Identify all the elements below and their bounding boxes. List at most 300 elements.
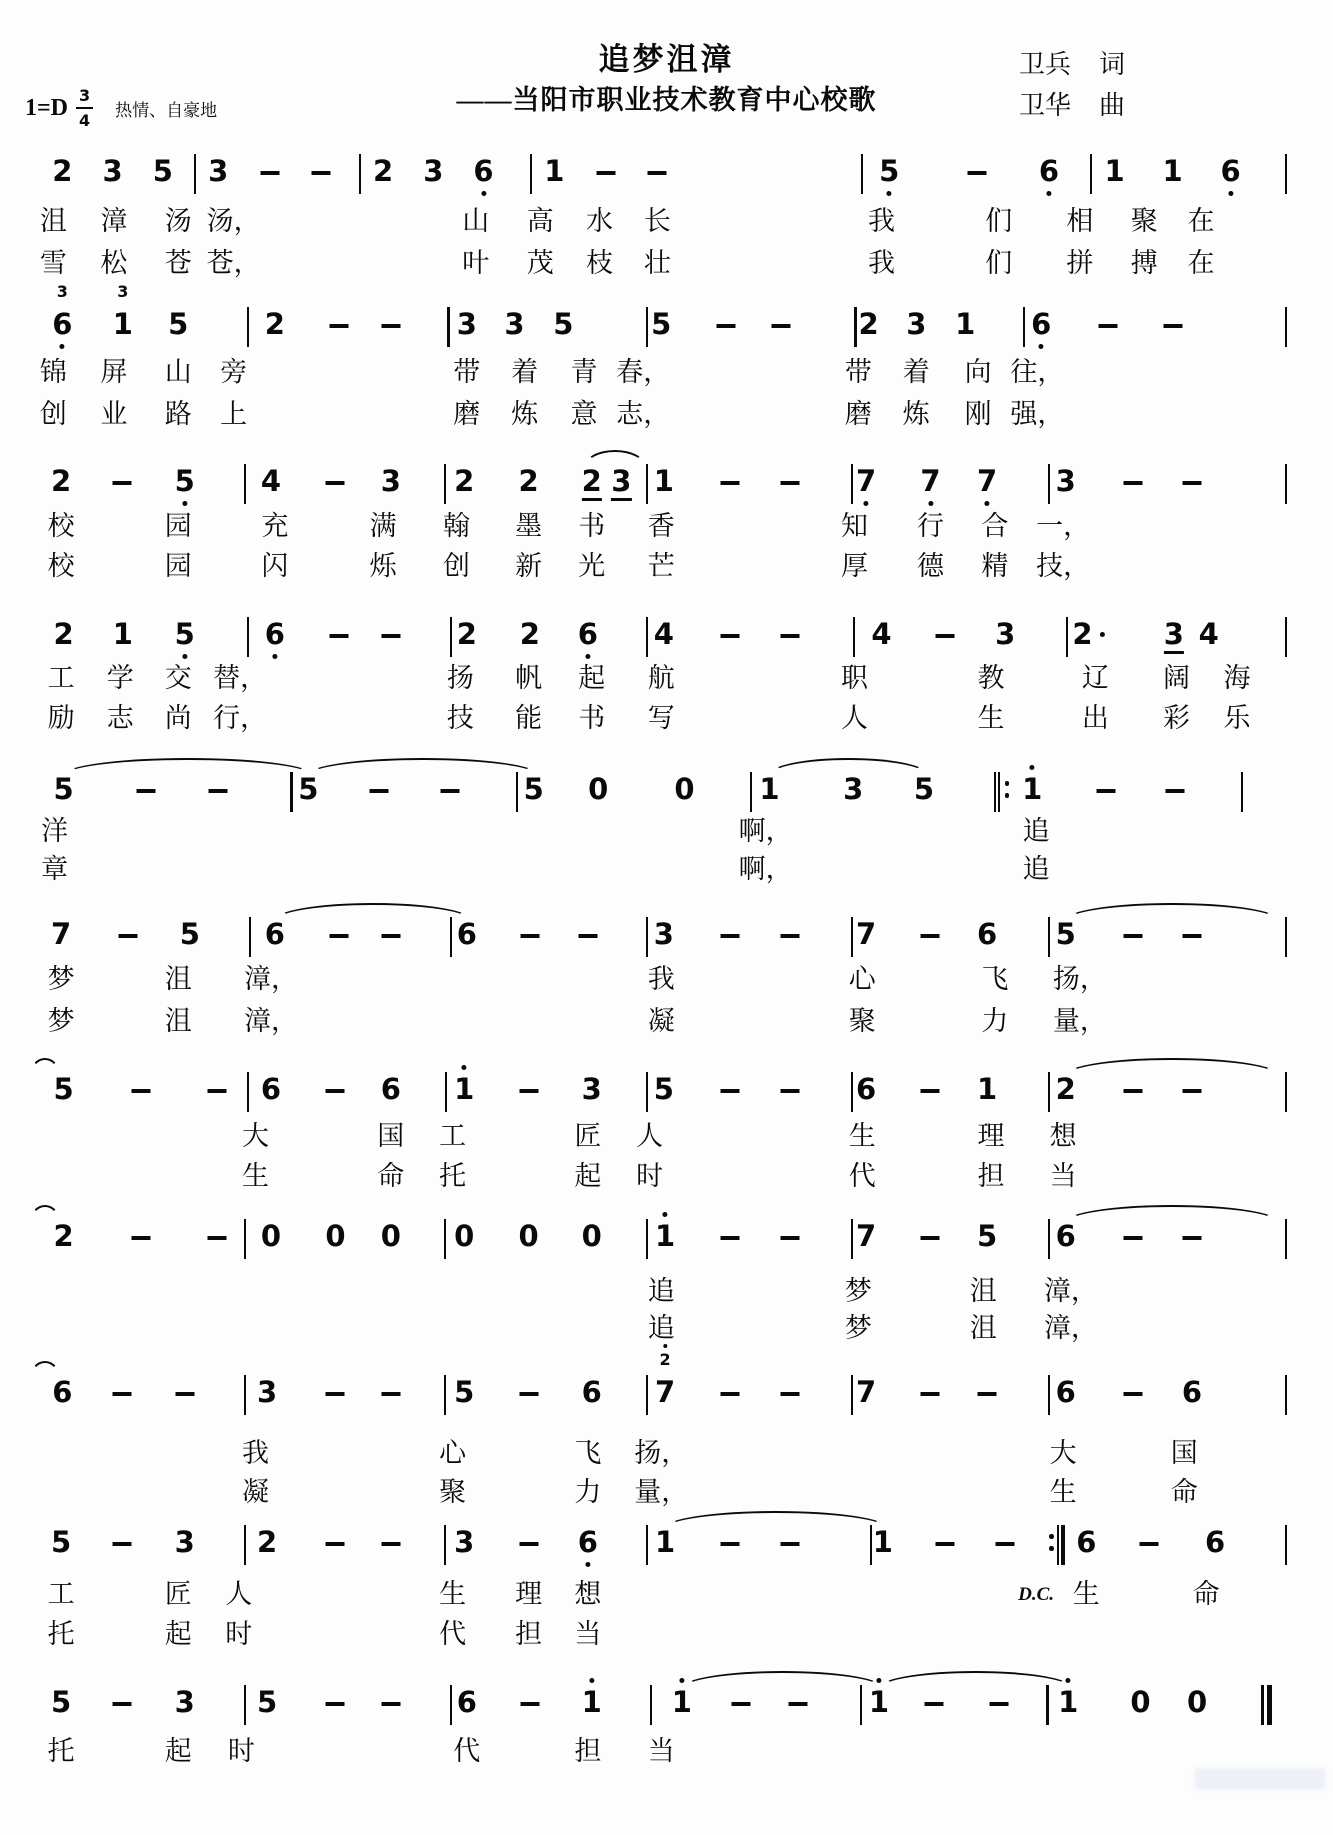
notes-line-11 <box>25 1685 1313 1728</box>
lyric-char: 技， <box>1036 551 1091 581</box>
lyric-char: 知 <box>840 511 868 541</box>
lyric-char: 炼 <box>511 399 539 429</box>
lyric-char: 扬， <box>634 1438 689 1468</box>
note: 2 <box>264 307 285 341</box>
lyric-char: 园 <box>164 511 192 541</box>
note: 6 <box>1055 1375 1076 1409</box>
note: 5 <box>53 772 74 806</box>
duration-dash <box>1123 1089 1142 1093</box>
barline <box>851 917 853 957</box>
barline <box>1066 617 1068 657</box>
lyric-char: 充 <box>261 511 289 541</box>
lyric-char: 我 <box>868 206 896 236</box>
note: 3 <box>423 154 444 188</box>
lyric-char: 翰 <box>442 511 470 541</box>
duration-dash <box>781 481 800 485</box>
lyric-char: 托 <box>47 1736 75 1766</box>
barline <box>851 1072 853 1112</box>
tie-arc <box>64 758 313 775</box>
duration-dash <box>131 1089 150 1093</box>
duration-dash <box>720 1542 739 1546</box>
lyric-char: 们 <box>985 248 1013 278</box>
note: 6 <box>1205 1525 1226 1559</box>
lyric-char: 写 <box>647 703 675 733</box>
duration-dash <box>260 171 279 175</box>
lyric-char: 命 <box>1192 1579 1220 1609</box>
lyric-char: 在 <box>1187 248 1215 278</box>
lyric-char: 力 <box>981 1006 1009 1036</box>
lyric-char: 沮 <box>39 206 67 236</box>
duration-dash <box>112 1702 131 1706</box>
lyric-char: 校 <box>47 511 75 541</box>
barline <box>646 1525 648 1565</box>
lyric-char: 大 <box>1049 1438 1077 1468</box>
duration-dash <box>1182 481 1201 485</box>
lyric-char: 生 <box>1072 1579 1100 1609</box>
note: 2 <box>52 154 73 188</box>
lyric-line <box>25 815 1313 851</box>
note: 6 <box>264 917 285 951</box>
note: 3 <box>581 1072 602 1106</box>
note: 4 <box>653 617 674 651</box>
lyric-line <box>25 702 1313 738</box>
note: 3 <box>843 772 864 806</box>
note: 3 <box>1055 464 1076 498</box>
lyric-char: 出 <box>1081 703 1109 733</box>
note: 5 <box>168 307 189 341</box>
duration-dash <box>772 324 791 328</box>
note: 7 <box>856 467 876 496</box>
barline <box>853 617 855 657</box>
note: 2 <box>858 307 879 341</box>
lyric-char: 聚 <box>439 1477 467 1507</box>
lyric-char: 聚 <box>848 1006 876 1036</box>
barline <box>650 1685 652 1725</box>
note: 5 <box>553 307 574 341</box>
barline <box>1285 154 1287 194</box>
lyric-char: 起 <box>578 663 606 693</box>
notes-line-5 <box>25 772 1313 815</box>
notes-line-7 <box>25 1072 1313 1115</box>
lyric-char: 命 <box>1170 1477 1198 1507</box>
duration-dash <box>326 1392 345 1396</box>
note: 2 <box>518 464 539 498</box>
lyric-char: 叶 <box>462 248 490 278</box>
barline <box>860 1685 862 1725</box>
duration-dash <box>925 1702 944 1706</box>
barline <box>1048 464 1050 504</box>
duration-dash <box>1096 789 1115 793</box>
barline <box>445 1072 447 1112</box>
rest-note: 0 <box>454 1219 475 1253</box>
note: 1 <box>955 307 976 341</box>
lyric-char: 航 <box>647 663 675 693</box>
tie-arc <box>879 1671 1072 1688</box>
duration-dash <box>788 1702 807 1706</box>
barline <box>646 1375 648 1415</box>
tie-arc <box>1066 1205 1279 1222</box>
duration-dash <box>967 171 986 175</box>
lyric-char: 旁 <box>220 357 248 387</box>
barline <box>450 617 452 657</box>
duration-dash <box>131 1236 150 1240</box>
duration-dash <box>207 1089 226 1093</box>
final-barline <box>1261 1685 1279 1725</box>
lyric-char: 国 <box>1170 1438 1198 1468</box>
lyric-char: 人 <box>225 1579 253 1609</box>
lyric-char: 工 <box>439 1121 467 1151</box>
lyric-char: 搏 <box>1130 248 1158 278</box>
barline <box>249 917 251 957</box>
lyric-char: 心 <box>439 1438 467 1468</box>
duration-dash <box>330 324 349 328</box>
duration-dash <box>381 634 400 638</box>
lyric-char: 上 <box>220 399 248 429</box>
note: 3 <box>1164 620 1184 654</box>
lyric-char: 代 <box>848 1161 876 1191</box>
lyric-char: 时 <box>225 1619 253 1649</box>
duration-dash <box>381 324 400 328</box>
duration-dash <box>720 481 739 485</box>
note: 3 <box>995 617 1016 651</box>
lyricist-role: 词 <box>1098 50 1125 79</box>
lyricist-credit <box>1019 44 1125 85</box>
lyric-char: 着 <box>511 357 539 387</box>
duration-dash <box>781 1542 800 1546</box>
duration-dash <box>720 1236 739 1240</box>
note: 3 <box>208 154 229 188</box>
note: 2 <box>257 1525 278 1559</box>
note: 7 <box>855 1219 877 1253</box>
lyric-char: 我 <box>647 964 675 994</box>
lyric-char: 校 <box>47 551 75 581</box>
lyric-char: 时 <box>227 1736 255 1766</box>
lyric-char: 海 <box>1223 663 1251 693</box>
note: 1 <box>112 617 133 651</box>
note: 1 <box>1058 1688 1078 1717</box>
rest-note: 0 <box>518 1219 539 1253</box>
barline <box>1285 464 1287 504</box>
duration-dash <box>720 1392 739 1396</box>
duration-dash <box>921 1089 940 1093</box>
tie-arc <box>275 903 471 920</box>
lyric-char: 当 <box>574 1619 602 1649</box>
note: 1 <box>655 1525 676 1559</box>
lyric-char: 园 <box>164 551 192 581</box>
duration-dash <box>1140 1542 1159 1546</box>
barline <box>247 1072 249 1112</box>
barline <box>1285 307 1287 347</box>
lyric-char: 能 <box>515 703 543 733</box>
lyric-line <box>25 1476 1313 1512</box>
barline <box>1048 1219 1050 1259</box>
notes-line-6 <box>25 917 1313 960</box>
note: 2 <box>372 154 394 188</box>
lyric-char: 书 <box>578 703 606 733</box>
note: 6 <box>52 1375 73 1409</box>
note: 3 <box>653 917 674 951</box>
barline <box>290 772 292 812</box>
lyric-char: 沮 <box>969 1313 997 1343</box>
key-text: 1=D <box>25 94 69 121</box>
duration-dash <box>381 1702 400 1706</box>
lyric-char: 励 <box>47 703 75 733</box>
barline <box>447 307 449 347</box>
barline <box>244 1375 246 1415</box>
note: 2 <box>519 617 540 651</box>
note: 5 <box>50 1525 72 1559</box>
note: 1 <box>872 1525 893 1559</box>
rest-note: 0 <box>674 772 695 806</box>
note: 2 <box>582 467 602 501</box>
note: 1 <box>544 154 565 188</box>
lyric-char: 追 <box>647 1276 675 1306</box>
note: 5 <box>257 1685 278 1719</box>
lyric-char: 相 <box>1066 206 1094 236</box>
duration-dash <box>312 171 331 175</box>
dc-mark: D.C. <box>1018 1584 1055 1605</box>
lyric-char: 凝 <box>647 1006 675 1036</box>
duration-dash <box>996 1542 1015 1546</box>
note: 6 <box>456 1685 477 1719</box>
barline <box>851 1219 853 1259</box>
lyric-char: 创 <box>442 551 470 581</box>
lyric-line <box>25 550 1313 586</box>
lyric-line <box>25 510 1313 546</box>
lyric-char: 墨 <box>515 511 543 541</box>
duration-dash <box>1123 1236 1142 1240</box>
duration-dash <box>596 171 615 175</box>
barline <box>1048 917 1050 957</box>
duration-dash <box>720 934 739 938</box>
lyric-char: 国 <box>377 1121 405 1151</box>
duration-dash <box>1099 324 1118 328</box>
barline <box>194 154 196 194</box>
lyric-char: 匠 <box>574 1121 602 1151</box>
note: 5 <box>152 154 173 188</box>
lyric-char: 漳 <box>100 206 128 236</box>
barline <box>646 464 648 504</box>
lyric-line <box>25 1578 1313 1614</box>
lyric-char: 生 <box>242 1161 270 1191</box>
note: 2 <box>50 464 72 498</box>
lyric-char: 漳， <box>244 1006 298 1036</box>
lyric-char: 担 <box>574 1736 602 1766</box>
duration-dash <box>716 324 735 328</box>
note: 6 <box>260 1072 282 1106</box>
lyric-char: 工 <box>47 663 75 693</box>
lyric-char: 起 <box>164 1619 192 1649</box>
duration-dash <box>520 1702 539 1706</box>
note: 1 <box>1162 154 1183 188</box>
page-title: 追梦沮漳 <box>598 42 735 77</box>
duration-dash <box>1182 934 1201 938</box>
page-subtitle: ——当阳市职业技术教育中心校歌 <box>456 85 877 115</box>
lyric-char: 行 <box>916 511 944 541</box>
lyric-char: 凝 <box>242 1477 270 1507</box>
note: 7 <box>855 917 877 951</box>
note: 6 <box>1220 157 1240 186</box>
note: 5 <box>651 307 672 341</box>
lyric-line <box>25 205 1313 241</box>
barline <box>247 307 249 347</box>
barline <box>516 772 518 812</box>
lyric-char: 在 <box>1187 206 1215 236</box>
tempo-marking: 热情、自豪地 <box>115 100 218 120</box>
lyricist-name: 卫兵 <box>1018 50 1071 79</box>
note: 5 <box>50 1685 72 1719</box>
composer-credit <box>1019 85 1125 126</box>
lyric-char: 带 <box>844 357 872 387</box>
barline <box>1048 1072 1050 1112</box>
note: 7 <box>977 467 997 496</box>
barline <box>444 1525 446 1565</box>
lyric-char: 托 <box>439 1161 467 1191</box>
note: 5 <box>298 772 319 806</box>
lyric-char: 拼 <box>1066 248 1094 278</box>
lyric-char: 时 <box>636 1161 664 1191</box>
lyric-char: 精 <box>981 551 1009 581</box>
lyric-line <box>25 1618 1313 1654</box>
duration-dash <box>921 1236 940 1240</box>
tie-arc <box>1066 1058 1279 1075</box>
note: 3 <box>102 154 123 188</box>
note: 2 <box>454 464 475 498</box>
lyric-char: 交 <box>164 663 192 693</box>
lyric-char: 水 <box>585 206 613 236</box>
lyric-char: 理 <box>515 1579 543 1609</box>
duration-dash <box>519 1392 538 1396</box>
lyric-char: 担 <box>515 1619 543 1649</box>
duration-dash <box>781 1089 800 1093</box>
lyric-line <box>25 1160 1313 1196</box>
notes-line-4 <box>25 617 1313 660</box>
barline <box>646 1219 648 1259</box>
lyric-line <box>25 1275 1313 1311</box>
lyric-char: 追 <box>647 1313 675 1343</box>
lyric-char: 技 <box>446 703 474 733</box>
lyric-char: 创 <box>39 399 67 429</box>
lyric-char: 心 <box>848 964 876 994</box>
duration-dash <box>781 934 800 938</box>
lyric-char: 沮 <box>969 1276 997 1306</box>
lyric-line <box>25 356 1313 392</box>
duration-dash <box>137 789 156 793</box>
note: 1 <box>655 1222 675 1251</box>
duration-dash <box>381 934 400 938</box>
meter-denominator: 4 <box>79 111 91 130</box>
note: 1 <box>759 772 780 806</box>
lyric-char: 生 <box>439 1579 467 1609</box>
note: 3 <box>174 1525 195 1559</box>
duration-dash <box>112 1392 131 1396</box>
barline <box>1048 1375 1050 1415</box>
barline <box>444 1375 446 1415</box>
note: 3 <box>454 1525 475 1559</box>
lyric-char: 意 <box>570 399 598 429</box>
lyric-char: 洋 <box>41 816 69 846</box>
lyric-char: 志， <box>616 399 671 429</box>
lyric-char: 代 <box>453 1736 481 1766</box>
rest-note: 0 <box>1186 1685 1208 1719</box>
lyric-char: 汤， <box>206 206 261 236</box>
lyric-line <box>25 1437 1313 1473</box>
lyric-char: 工 <box>47 1579 75 1609</box>
note: 6 <box>581 1375 602 1409</box>
repeat-close-sign <box>1049 1525 1067 1565</box>
lyric-char: 强， <box>1010 399 1065 429</box>
notes-line-8 <box>25 1219 1313 1262</box>
note: 6 <box>473 157 493 186</box>
grace-note: 3 <box>56 282 68 301</box>
grace-note: 3 <box>117 282 129 301</box>
lyric-char: 刚 <box>964 399 992 429</box>
note: 6 <box>380 1072 401 1106</box>
lyric-char: 光 <box>578 551 606 581</box>
lyric-char: 漳， <box>1043 1313 1098 1343</box>
lyric-char: 追 <box>1022 854 1050 884</box>
lyric-char: 职 <box>840 663 868 693</box>
duration-dash <box>1182 1089 1201 1093</box>
note: 6 <box>265 620 285 649</box>
duration-dash <box>175 1392 194 1396</box>
barline <box>247 617 249 657</box>
duration-dash <box>921 1392 940 1396</box>
note: 1 <box>1104 154 1125 188</box>
note: 6 <box>456 917 477 951</box>
note: 6 <box>578 620 598 649</box>
duration-dash <box>1123 481 1142 485</box>
lyric-char: 一， <box>1036 511 1091 541</box>
barline <box>244 1525 246 1565</box>
lyric-char: 闪 <box>261 551 289 581</box>
note: 1 <box>653 464 674 498</box>
lyric-char: 松 <box>100 248 128 278</box>
duration-dash <box>921 934 940 938</box>
barline <box>851 464 853 504</box>
lyric-char: 阔 <box>1162 663 1190 693</box>
lyric-char: 当 <box>1049 1161 1077 1191</box>
lyric-char: 着 <box>902 357 930 387</box>
note: 1 3 <box>112 282 133 341</box>
lyric-char: 量， <box>634 1477 689 1507</box>
credits <box>1019 44 1125 126</box>
key-signature <box>25 86 217 130</box>
rest-note: 0 <box>1130 1685 1151 1719</box>
lyric-char: 帆 <box>515 663 543 693</box>
meter-numerator: 3 <box>76 86 93 109</box>
notes-line-3 <box>25 464 1313 507</box>
note: 3 <box>906 307 927 341</box>
lyric-char: 香 <box>647 511 675 541</box>
duration-dash <box>381 1542 400 1546</box>
lyric-char: 书 <box>578 511 606 541</box>
note: 3 <box>456 307 477 341</box>
rest-note: 0 <box>325 1219 346 1253</box>
tie-arc <box>1066 903 1279 920</box>
barline <box>244 464 246 504</box>
barline <box>851 1375 853 1415</box>
lyric-char: 烁 <box>369 551 397 581</box>
duration-dash <box>781 634 800 638</box>
note: 5 <box>53 1072 74 1106</box>
duration-dash <box>112 1542 131 1546</box>
duration-dash <box>1182 1236 1201 1240</box>
lyric-char: 青 <box>570 357 598 387</box>
rest-note: 0 <box>380 1219 401 1253</box>
note: 7 <box>855 1375 877 1409</box>
note: 6 <box>1031 310 1051 339</box>
